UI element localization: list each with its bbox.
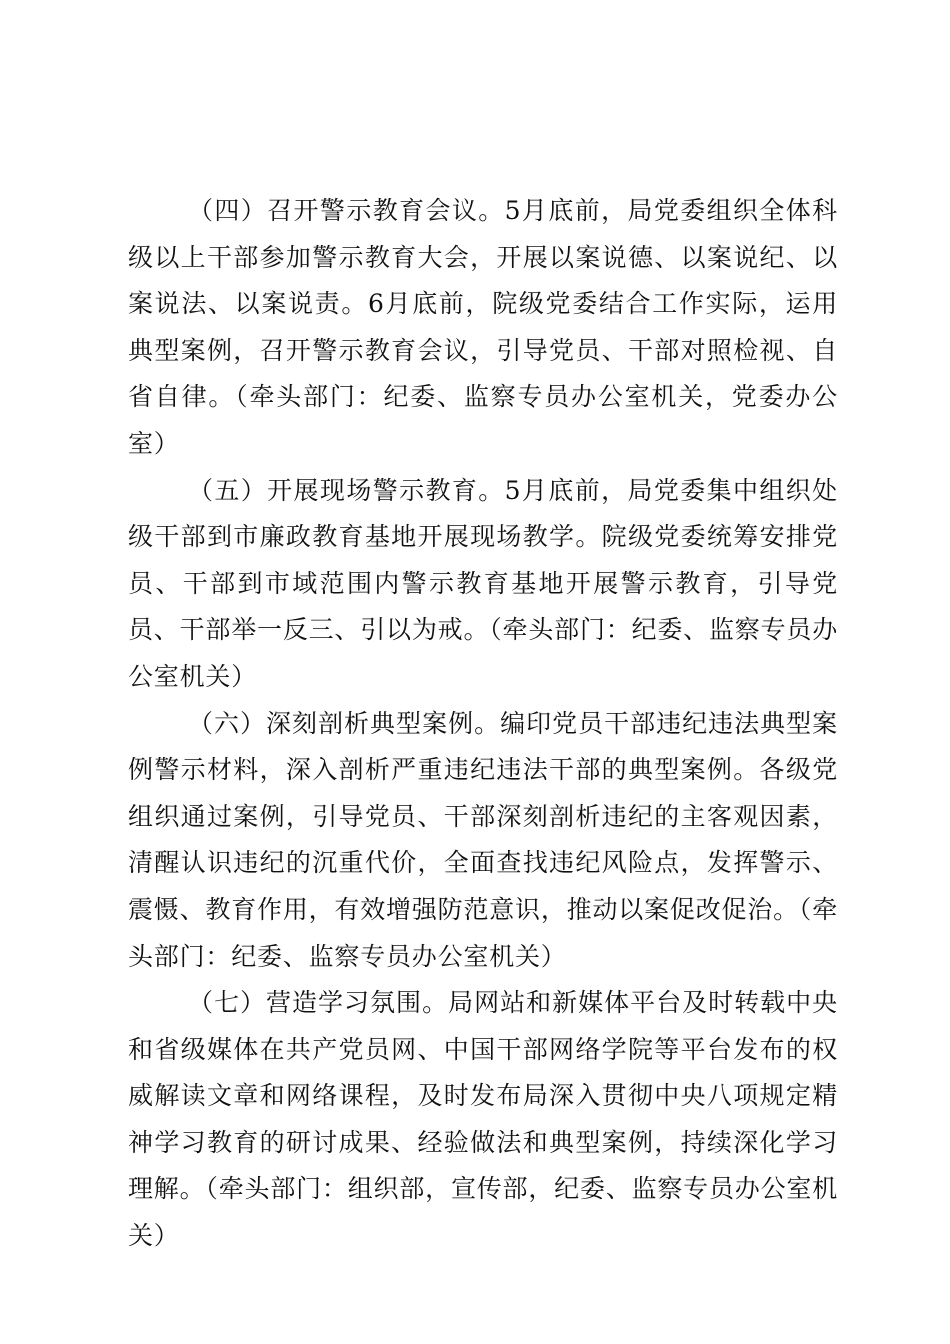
- paragraph-section-5: （五）开展现场警示教育。5月底前，局党委集中组织处级干部到市廉政教育基地开展现场教学。院级党委统筹安排党员、干部到市域范围内警示教育基地开展警示教育，引导党员、干部举一反三、引以为戒。（牵头部门：纪委、监察专员办公室机关）: [128, 475, 838, 691]
- paragraph-section-6: （六）深刻剖析典型案例。编印党员干部违纪违法典型案例警示材料，深入剖析严重违纪违法干部的典型案例。各级党组织通过案例，引导党员、干部深刻剖析违纪的主客观因素，清醒认识违纪的沉重代价，全面查找违纪风险点，发挥警示、震慑、教育作用，有效增强防范意识，推动以案促改促治。（牵头部门：纪委、监察专员办公室机关）: [128, 708, 838, 971]
- paragraph-section-4: （四）召开警示教育会议。5月底前，局党委组织全体科级以上干部参加警示教育大会，开展以案说德、以案说纪、以案说法、以案说责。6月底前，院级党委结合工作实际，运用典型案例，召开警示教育会议，引导党员、干部对照检视、自省自律。（牵头部门：纪委、监察专员办公室机关，党委办公室）: [128, 196, 838, 458]
- paragraph-section-7: （七）营造学习氛围。局网站和新媒体平台及时转载中央和省级媒体在共产党员网、中国干部网络学院等平台发布的权威解读文章和网络课程，及时发布局深入贯彻中央八项规定精神学习教育的研讨成果、经验做法和典型案例，持续深化学习理解。（牵头部门：组织部，宣传部，纪委、监察专员办公室机关）: [128, 988, 838, 1251]
- document-body: [128, 188, 838, 1260]
